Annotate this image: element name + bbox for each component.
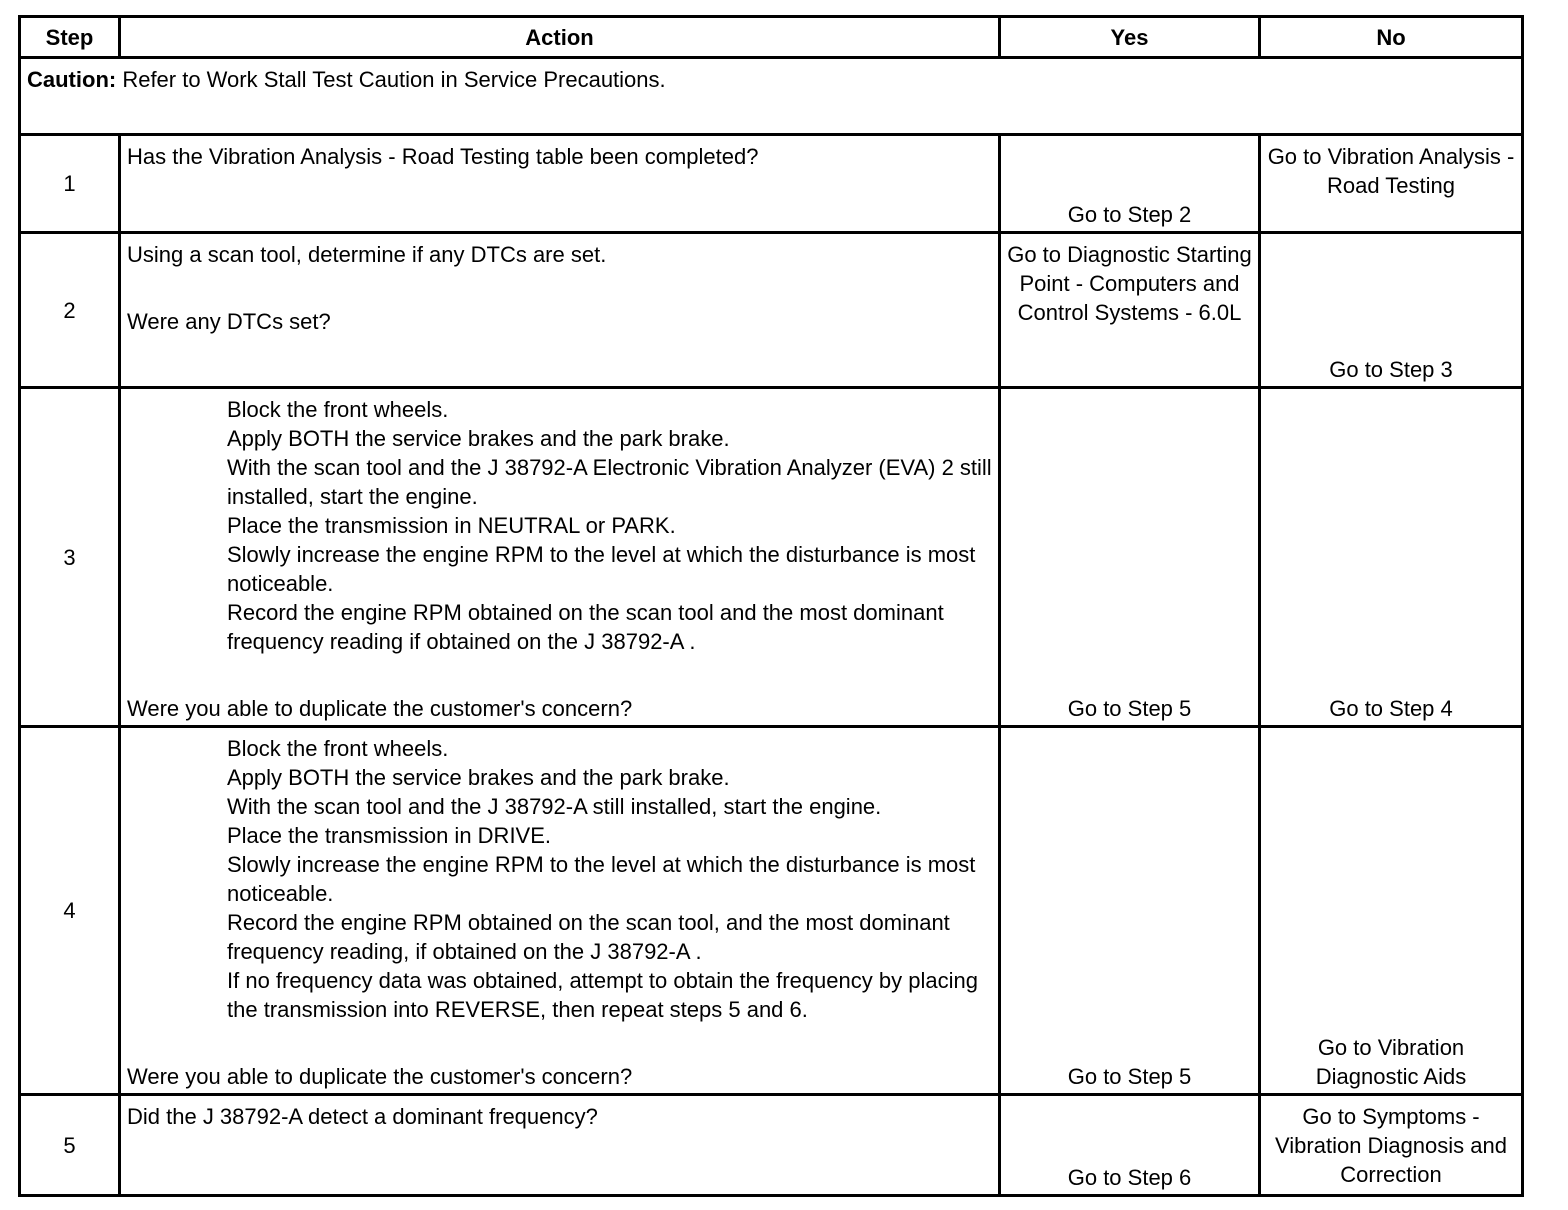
action-text: Has the Vibration Analysis - Road Testing table been completed? — [127, 144, 759, 169]
caution-row — [20, 58, 1523, 135]
action-item: With the scan tool and the J 38792-A still installed, start the engine. — [227, 794, 882, 819]
action-item: Place the transmission in NEUTRAL or PARK. — [227, 513, 676, 538]
table-row — [20, 727, 1523, 1095]
header-yes: Yes — [1000, 17, 1260, 58]
header-step: Step — [20, 17, 120, 58]
action-question: Were you able to duplicate the customer's concern? — [127, 1064, 633, 1089]
caution-cell — [20, 58, 1523, 135]
action-item: Block the front wheels. — [227, 397, 449, 422]
action-text: Did the J 38792-A detect a dominant frequency? — [127, 1104, 598, 1129]
action-text: Using a scan tool, determine if any DTCs are set. — [127, 242, 607, 267]
table-row — [20, 388, 1523, 727]
action-item: Record the engine RPM obtained on the scan tool, and the most dominant frequency reading, if obtained on the J 38792-A . — [227, 910, 950, 964]
action-item: Slowly increase the engine RPM to the level at which the disturbance is most noticeable. — [227, 852, 976, 906]
action-item: If no frequency data was obtained, attempt to obtain the frequency by placing the transmission into REVERSE, then repeat steps 5 and 6. — [227, 968, 978, 1022]
header-no: No — [1260, 17, 1523, 58]
action-cell — [120, 388, 1000, 727]
action-item: Apply BOTH the service brakes and the park brake. — [227, 426, 730, 451]
header-row — [20, 17, 1523, 58]
step-number: 2 — [20, 233, 120, 388]
action-cell — [120, 1095, 1000, 1196]
action-item: Block the front wheels. — [227, 736, 449, 761]
action-cell — [120, 135, 1000, 233]
action-item: Record the engine RPM obtained on the scan tool and the most dominant frequency reading if obtained on the J 38792-A . — [227, 600, 944, 654]
caution-text: Refer to Work Stall Test Caution in Service Precautions. — [116, 67, 666, 92]
action-question: Were you able to duplicate the customer's concern? — [127, 696, 633, 721]
table-row — [20, 233, 1523, 388]
table-row — [20, 1095, 1523, 1196]
no-result: Go to Step 4 — [1260, 388, 1523, 727]
header-action: Action — [120, 17, 1000, 58]
action-item: With the scan tool and the J 38792-A Electronic Vibration Analyzer (EVA) 2 still installed, start the engine. — [227, 455, 992, 509]
no-result: Go to Symptoms - Vibration Diagnosis and Correction — [1260, 1095, 1523, 1196]
step-number: 3 — [20, 388, 120, 727]
no-result: Go to Step 3 — [1260, 233, 1523, 388]
action-cell — [120, 727, 1000, 1095]
action-item: Apply BOTH the service brakes and the park brake. — [227, 765, 730, 790]
yes-result: Go to Diagnostic Starting Point - Computers and Control Systems - 6.0L — [1000, 233, 1260, 388]
caution-label: Caution: — [27, 67, 117, 92]
action-item: Slowly increase the engine RPM to the level at which the disturbance is most noticeable. — [227, 542, 976, 596]
yes-result: Go to Step 5 — [1000, 388, 1260, 727]
table-row — [20, 135, 1523, 233]
step-number: 5 — [20, 1095, 120, 1196]
yes-result: Go to Step 2 — [1000, 135, 1260, 233]
step-number: 4 — [20, 727, 120, 1095]
step-number: 1 — [20, 135, 120, 233]
diagnostic-table — [18, 15, 1524, 1197]
action-cell — [120, 233, 1000, 388]
yes-result: Go to Step 6 — [1000, 1095, 1260, 1196]
action-question: Were any DTCs set? — [127, 309, 331, 334]
no-result: Go to Vibration Diagnostic Aids — [1260, 727, 1523, 1095]
no-result: Go to Vibration Analysis - Road Testing — [1260, 135, 1523, 233]
yes-result: Go to Step 5 — [1000, 727, 1260, 1095]
action-item: Place the transmission in DRIVE. — [227, 823, 552, 848]
